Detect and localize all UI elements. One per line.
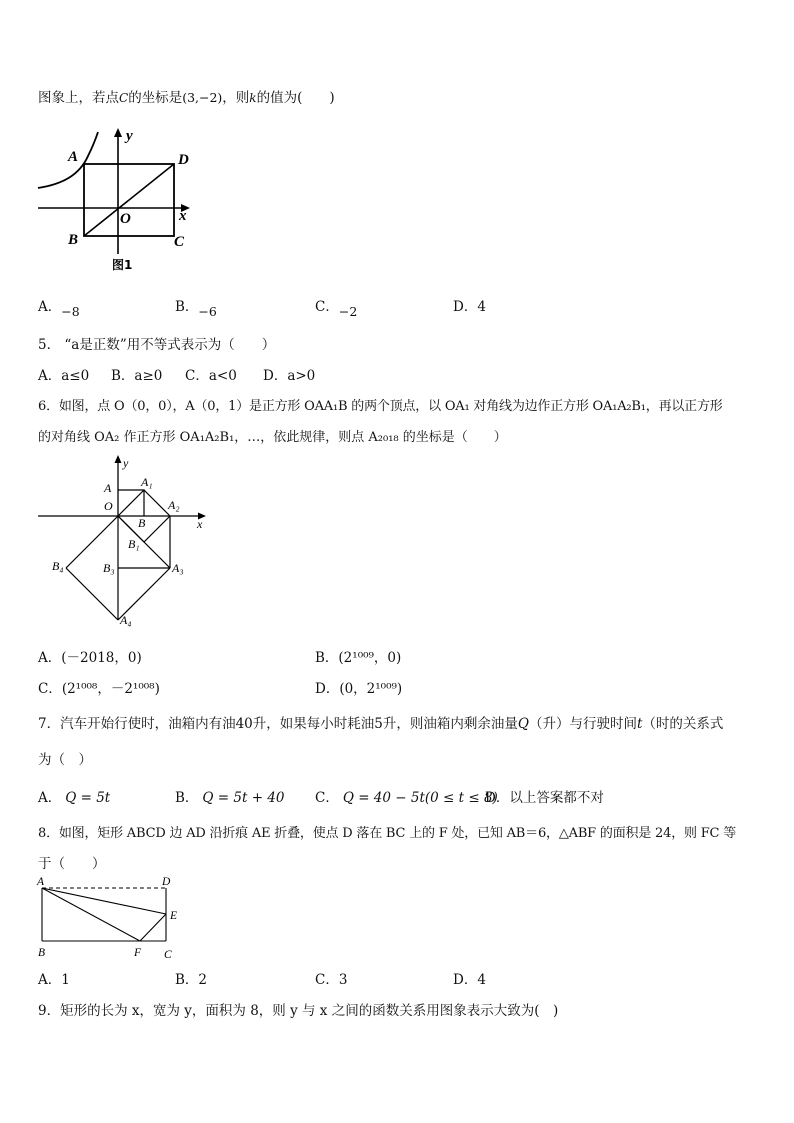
q6-option-b[interactable]: B．(2¹⁰⁰⁹，0): [315, 650, 402, 666]
q4-label-x: x: [179, 208, 187, 224]
q6-label-x: x: [197, 517, 203, 531]
q6-label-a2: A₂: [168, 498, 180, 512]
q8-option-d[interactable]: D．4: [453, 972, 486, 988]
q6-label-b3: B₃: [103, 561, 115, 575]
q6-label-a: A: [104, 481, 112, 495]
q6-label-b: B: [138, 516, 146, 530]
q4-label-y: y: [126, 128, 133, 144]
q6-label-a3: A₃: [172, 561, 184, 575]
q8-segment-ae: [42, 888, 166, 914]
q4-coordinate: (3,−2): [182, 90, 223, 105]
q4-label-b: B: [68, 232, 79, 248]
q4-caption: 图1: [112, 258, 133, 272]
q4-label-c: C: [174, 234, 185, 250]
q6-stem-line1: 6．如图，点 O（0，0），A（0，1）是正方形 OAA₁B 的两个顶点，以 OA₁ 对角线为边作正方形 OA₁A₂B₁，再以正方形: [38, 399, 723, 414]
q8-stem-line2: 于（ ）: [38, 856, 106, 872]
q8-option-a[interactable]: A．1: [38, 972, 70, 988]
q4-label-a: A: [68, 149, 79, 165]
q6-segment-b4a4: [66, 568, 118, 620]
q6-label-a1: A₁: [141, 475, 153, 489]
q6-segment-b1a2: [144, 516, 170, 542]
q8-label-f: F: [134, 947, 142, 959]
q6-option-c[interactable]: C．(2¹⁰⁰⁸，－2¹⁰⁰⁸): [38, 681, 160, 697]
q5-option-c[interactable]: C．a<0: [185, 368, 237, 384]
q6-label-b4: B₄: [52, 559, 64, 573]
q6-label-o: O: [104, 499, 113, 513]
q6-stem-line2: 的对角线 OA₂ 作正方形 OA₁A₂B₁，…，依此规律，则点 A₂₀₁₈ 的坐标是（ ）: [38, 430, 507, 445]
q4-option-d[interactable]: D．4: [453, 299, 486, 315]
q8-option-b[interactable]: B．2: [175, 972, 208, 988]
q6-option-d[interactable]: D．(0，2¹⁰⁰⁹): [315, 681, 403, 697]
q6-label-a4: A₄: [120, 613, 132, 627]
q5-option-d[interactable]: D．a>0: [263, 368, 316, 384]
q5-option-b[interactable]: B．a≥0: [111, 368, 163, 384]
q8-label-b: B: [38, 947, 46, 959]
q4-label-d: D: [178, 152, 189, 168]
q7-option-b[interactable]: B． Q = 5t + 40: [175, 790, 285, 806]
q4-option-c[interactable]: C．−2: [315, 299, 358, 319]
q6-label-b1: B₁: [128, 537, 140, 551]
q8-segment-af: [42, 888, 140, 941]
q7-option-d[interactable]: D．以上答案都不对: [485, 790, 604, 806]
q5-option-a[interactable]: A．a≤0: [38, 368, 90, 384]
q7-option-a[interactable]: A． Q = 5t: [38, 790, 111, 806]
q8-stem-line1: 8．如图，矩形 ABCD 边 AD 沿折痕 AE 折叠，使点 D 落在 BC 上的 F 处，已知 AB＝6，△ABF 的面积是 24，则 FC 等: [38, 826, 737, 841]
q7-stem-line1: 7．汽车开始行使时，油箱内有油40升，如果每小时耗油5升，则油箱内剩余油量Q（升）与行驶时间t（时的关系式: [38, 716, 724, 732]
q5-stem: 5． “a是正数”用不等式表示为（ ）: [38, 337, 276, 353]
q6-segment-oa1: [118, 490, 144, 516]
q4-stem: 图象上，若点C的坐标是(3,−2)，则k的值为( ): [38, 90, 335, 106]
q6-figure: [34, 452, 224, 632]
q6-option-a[interactable]: A．(－2018，0): [38, 650, 142, 666]
q8-label-e: E: [170, 910, 178, 922]
q6-y-arrow: [115, 455, 122, 463]
q8-figure: [34, 872, 194, 964]
q4-k-var: k: [249, 91, 257, 105]
q4-label-o: O: [120, 211, 131, 227]
q4-option-b[interactable]: B．−6: [175, 299, 217, 319]
q4-y-arrow: [114, 128, 122, 137]
q4-option-a[interactable]: A．−8: [38, 299, 80, 319]
q6-label-y: y: [123, 456, 129, 470]
q8-label-d: D: [162, 876, 171, 888]
q8-label-a: A: [37, 876, 45, 888]
q4-figure: [34, 126, 198, 274]
q4-point-var: C: [119, 91, 129, 105]
q9-stem: 9．矩形的长为 x，宽为 y，面积为 8，则 y 与 x 之间的函数关系用图象表示大致为( ): [38, 1003, 559, 1019]
q8-segment-fe: [140, 914, 166, 941]
q8-label-c: C: [164, 949, 172, 961]
q6-segment-a1a2: [144, 490, 170, 516]
q8-option-c[interactable]: C．3: [315, 972, 348, 988]
q7-stem-line2: 为（ ）: [38, 752, 92, 768]
q7-option-c[interactable]: C． Q = 40 − 5t(0 ≤ t ≤ 8): [315, 790, 498, 806]
